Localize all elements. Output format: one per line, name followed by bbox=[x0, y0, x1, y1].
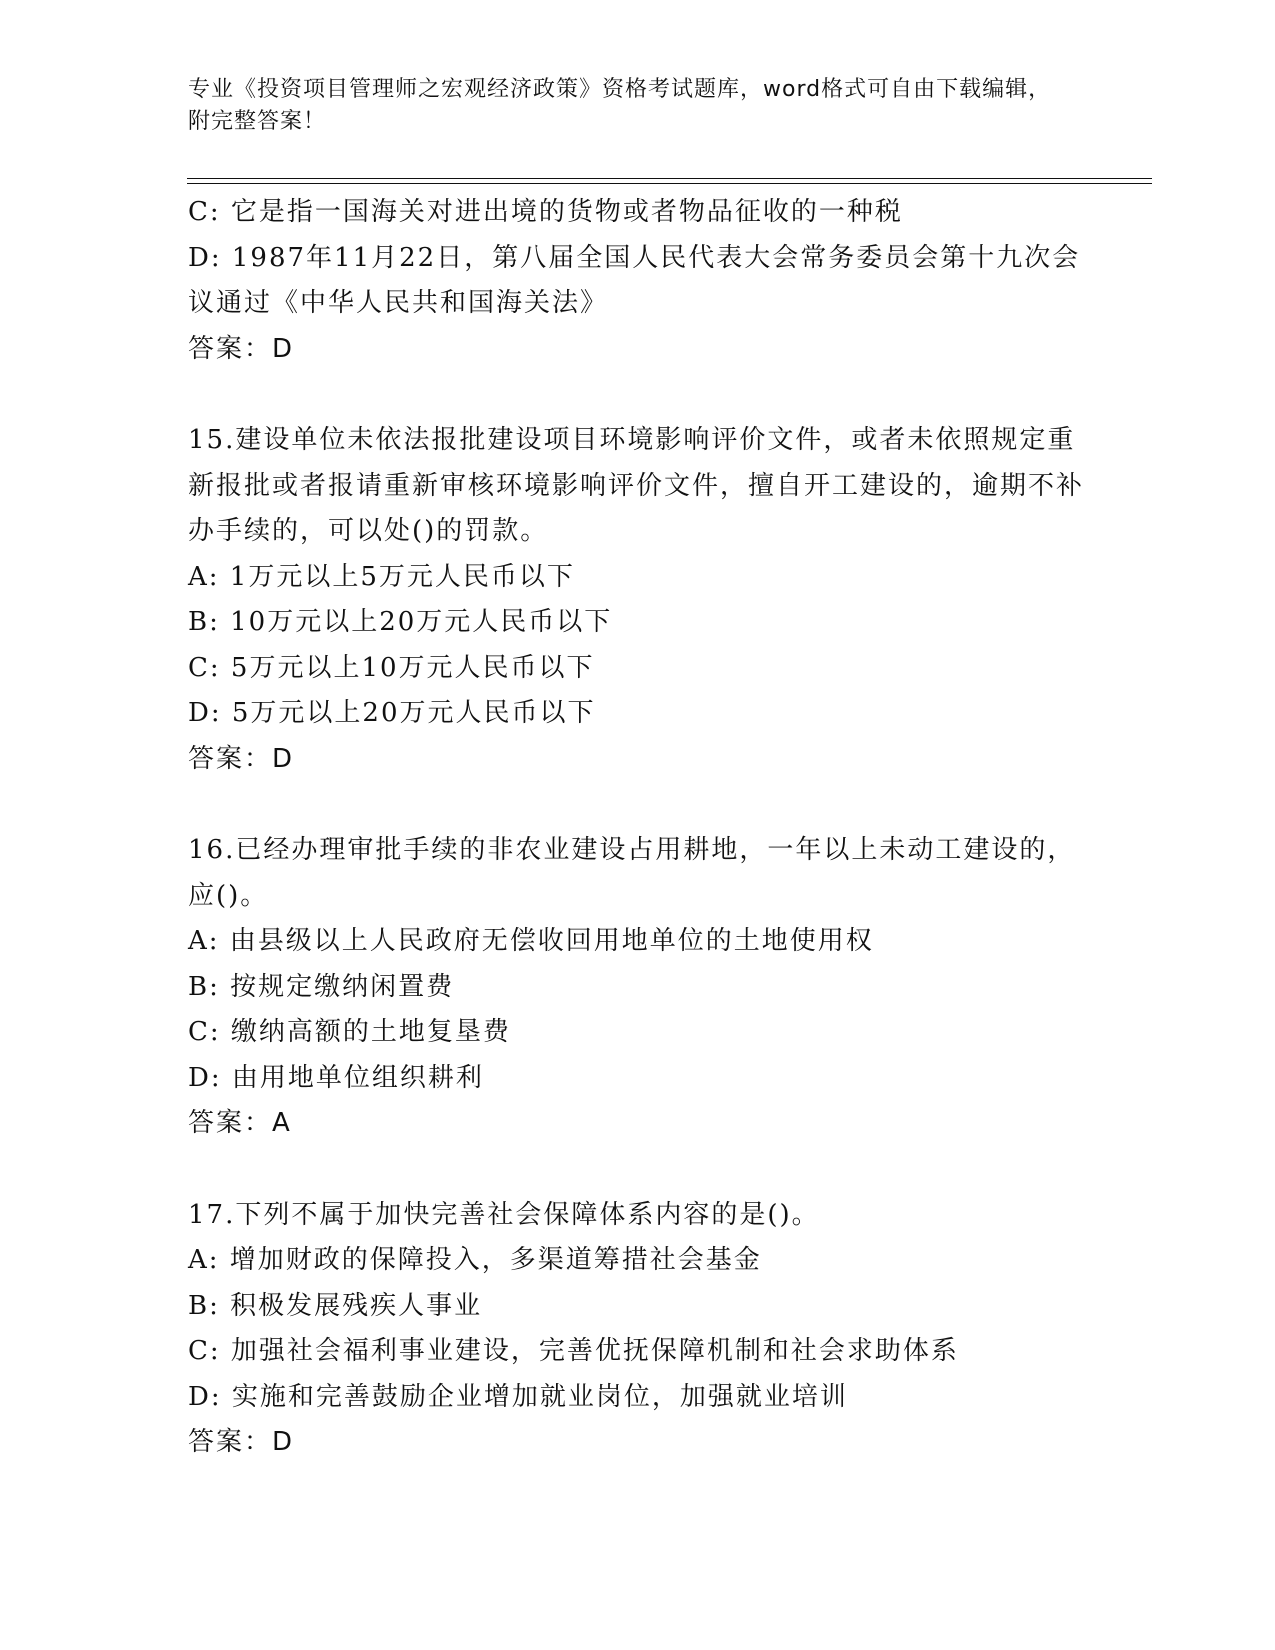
header-divider-top bbox=[187, 178, 1152, 179]
option-b: B: 积极发展残疾人事业 bbox=[188, 1290, 483, 1321]
option-d: D: 由用地单位组织耕利 bbox=[188, 1062, 484, 1093]
option-d: D: 5万元以上20万元人民币以下 bbox=[188, 698, 596, 728]
answer: 答案：D bbox=[188, 333, 295, 364]
previous-question-tail bbox=[188, 190, 1088, 372]
header-divider-bottom bbox=[187, 183, 1152, 184]
option-d: D: 实施和完善鼓励企业增加就业岗位，加强就业培训 bbox=[188, 1381, 848, 1412]
option-c: C: 缴纳高额的土地复垦费 bbox=[188, 1017, 511, 1047]
answer: 答案：A bbox=[188, 1108, 292, 1138]
document-header: 专业《投资项目管理师之宏观经济政策》资格考试题库，word格式可自由下载编辑，附完整答案！ bbox=[188, 77, 1052, 134]
option-d: D: 1987年11月22日，第八届全国人民代表大会常务委员会第十九次会议通过《中华人民共和国海关法》 bbox=[188, 242, 1081, 318]
option-c: C: 加强社会福利事业建设，完善优抚保障机制和社会求助体系 bbox=[188, 1336, 959, 1366]
question-16 bbox=[188, 828, 1088, 1147]
answer: 答案：D bbox=[188, 1427, 295, 1457]
question-17 bbox=[188, 1193, 1088, 1466]
option-b: B: 10万元以上20万元人民币以下 bbox=[188, 607, 613, 637]
option-a: A: 1万元以上5万元人民币以下 bbox=[188, 561, 575, 592]
question-stem: 16.已经办理审批手续的非农业建设占用耕地，一年以上未动工建设的，应()。 bbox=[188, 835, 1076, 911]
answer: 答案：D bbox=[188, 743, 295, 774]
option-b: B: 按规定缴纳闲置费 bbox=[188, 971, 455, 1002]
option-a: A: 由县级以上人民政府无偿收回用地单位的土地使用权 bbox=[188, 926, 874, 956]
question-15 bbox=[188, 418, 1088, 782]
question-list bbox=[188, 190, 1088, 1466]
option-c: C: 它是指一国海关对进出境的货物或者物品征收的一种税 bbox=[188, 197, 903, 227]
option-c: C: 5万元以上10万元人民币以下 bbox=[188, 652, 595, 683]
question-stem: 17.下列不属于加快完善社会保障体系内容的是()。 bbox=[188, 1199, 820, 1230]
question-stem: 15.建设单位未依法报批建设项目环境影响评价文件，或者未依照规定重新报批或者报请重新审核环境影响评价文件，擅自开工建设的，逾期不补办手续的，可以处()的罚款。 bbox=[188, 425, 1085, 546]
option-a: A: 增加财政的保障投入，多渠道筹措社会基金 bbox=[188, 1245, 762, 1275]
